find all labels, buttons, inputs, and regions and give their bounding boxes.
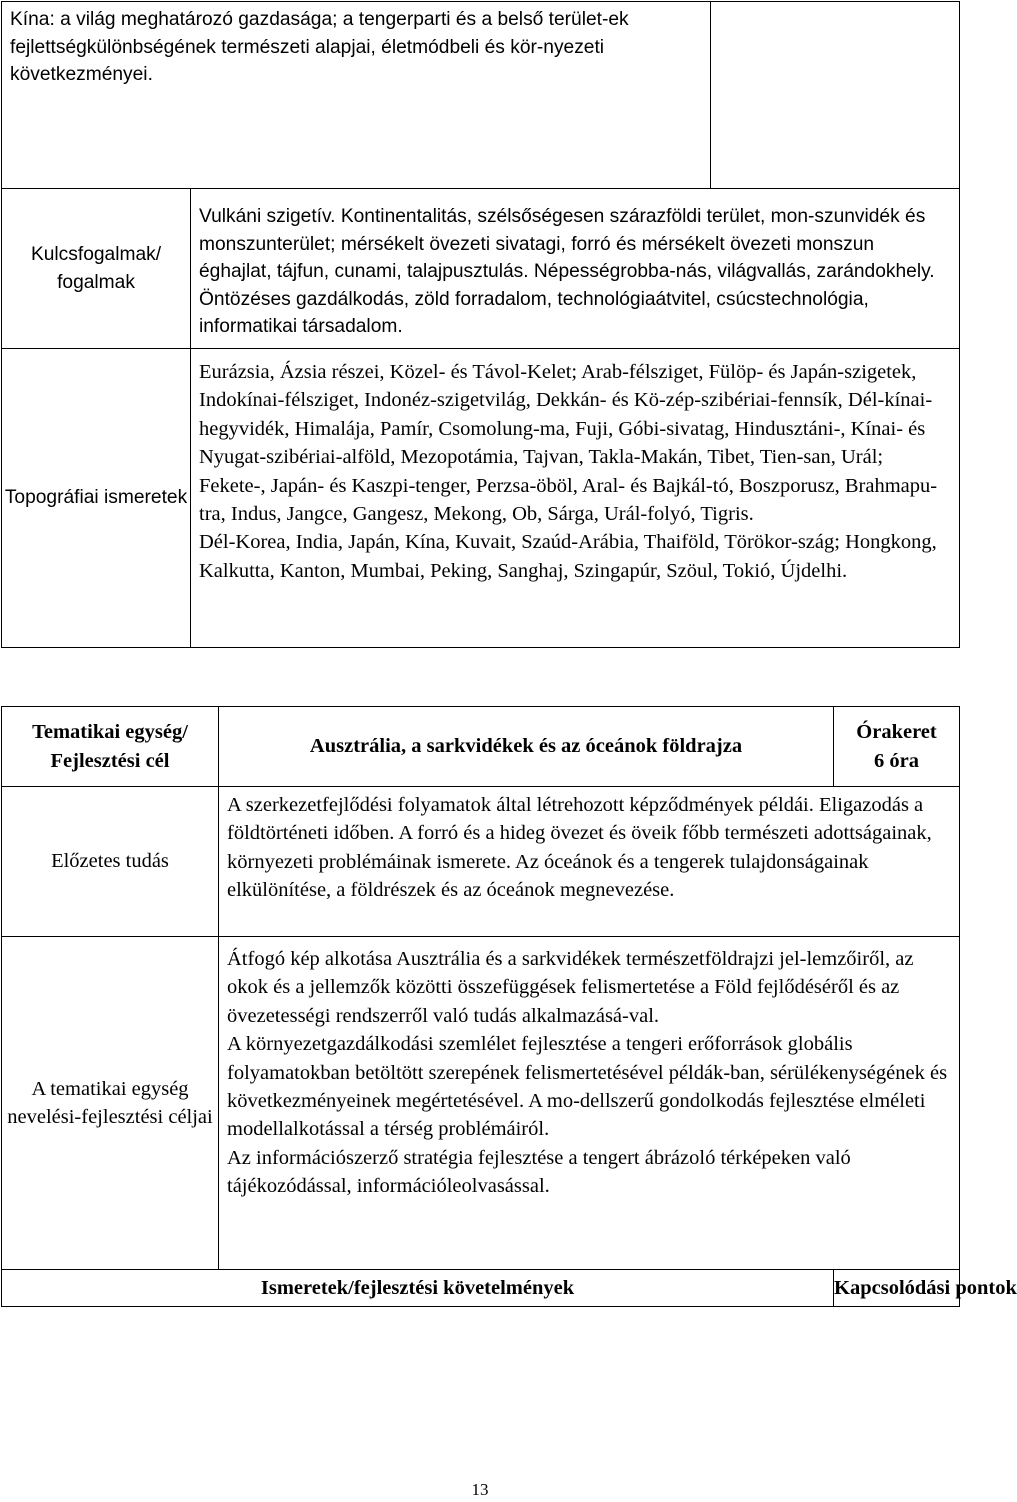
topografiai-text-cell bbox=[191, 349, 960, 648]
tematikai-label: Tematikai egység/ Fejlesztési cél bbox=[32, 721, 188, 772]
topografiai-text-countries: Dél-Korea, India, Japán, Kína, Kuvait, Szaúd-Arábia, Thaiföld, Törökor-szág; Hongkong, Kalkutta, Kanton, Mumbai, Peking, Sanghaj, Szingapúr, Szöul, Tokió, Újdelhi. bbox=[199, 531, 937, 582]
empty-cell bbox=[711, 2, 960, 189]
orakeret-value: 6 óra bbox=[874, 749, 919, 772]
topografiai-text-regions: Eurázsia, Ázsia részei, Közel- és Távol-Kelet; Arab-félsziget, Fülöp- és Japán-szigetek, Indokínai-félsziget, Indonéz-szigetvilág, Dekkán- és Kö-zép-szibériai-fennsík, Dél-kínai-hegyvidék, Himalája, Pamír, Csomolung-ma, Fuji, Góbi-sivatag, Hindusztáni-, Kínai- és Nyugat-szibériai-alföld, Mezopotámia, Tajvan, Takla-Makán, Tibet, Tien-san, Urál; Fekete-, Japán- és Kaszpi-tenger, Perzsa-öböl, Aral- és Bajkál-tó, Boszporusz, Brahmapu-tra, Indus, Jangce, Gangesz, Mekong, Ob, Sárga, Urál-folyó, Tigris. bbox=[199, 361, 938, 526]
kina-topic-cell bbox=[2, 2, 711, 189]
celjai-paragraph-1: Átfogó kép alkotása Ausztrália és a sarkvidékek természetföldrajzi jel-lemzőiről, az okok és a jellemzők közötti összefüggések felismertetése a Föld fejlődéséről és az övezetességi rendszerről való tudás alkalmazásá-val. bbox=[227, 948, 914, 1027]
table-kina bbox=[1, 1, 960, 648]
connections-header-cell bbox=[834, 1270, 1017, 1307]
table-ausztralia bbox=[1, 706, 1017, 1307]
kulcsfogalmak-label: Kulcsfogalmak/ fogalmak bbox=[30, 244, 162, 293]
orakeret-label: Órakeret bbox=[856, 721, 937, 744]
connections-header: Kapcsolódási pontok bbox=[834, 1276, 1017, 1299]
celjai-text-cell bbox=[219, 937, 960, 1270]
celjai-label-cell bbox=[2, 937, 219, 1270]
celjai-paragraph-3: Az információszerző stratégia fejlesztése a tengert ábrázoló térképeken való tájékozódással, információleolvasással. bbox=[227, 1146, 851, 1198]
elozetes-label-cell bbox=[2, 787, 219, 937]
topografiai-label: Topográfiai ismeretek bbox=[4, 487, 188, 509]
elozetes-label: Előzetes tudás bbox=[51, 850, 169, 873]
elozetes-text: A szerkezetfejlődési folyamatok által létrehozott képződmények példái. Eligazodás a földtörténeti időben. A forró és a hideg övezet és öveik főbb természeti adottságainak, környezeti problémáinak ismerete. Az óceánok és a tengerek tulajdonságainak elkülönítése, a földrészek és az óceánok megnevezése. bbox=[227, 794, 932, 902]
kina-topic-text: Kína: a világ meghatározó gazdasága; a tengerparti és a belső terület-ek fejlettségkülönbségének természeti alapjai, életmódbeli és kör-nyezeti következményei. bbox=[10, 9, 629, 85]
requirements-header: Ismeretek/fejlesztési követelmények bbox=[260, 1276, 575, 1299]
page-number: 13 bbox=[471, 1480, 489, 1499]
orakeret-cell bbox=[834, 707, 960, 787]
kulcsfogalmak-text-cell bbox=[191, 189, 960, 349]
elozetes-text-cell bbox=[219, 787, 960, 937]
unit-title: Ausztrália, a sarkvidékek és az óceánok földrajza bbox=[309, 735, 743, 758]
topografiai-label-cell bbox=[2, 349, 191, 648]
kulcsfogalmak-text: Vulkáni szigetív. Kontinentalitás, szélsőségesen szárazföldi terület, mon-szunvidék és monszunterület; mérsékelt övezeti sivatagi, forró és mérsékelt övezeti monszun éghajlat, tájfun, cunami, talajpusztulás. Népességrobba-nás, világvallás, zarándokhely. Öntözéses gazdálkodás, zöld forradalom, technológiaátvitel, csúcstechnológia, informatikai társadalom. bbox=[199, 206, 935, 337]
celjai-paragraph-2: A környezetgazdálkodási szemlélet fejlesztése a tengeri erőforrások globális folyamatokban betöltött szerepének felismertetésével példák-ban, sérülékenységének és következményeinek megértetésével. A mo-dellszerű gondolkodás fejlesztése elméleti modellalkotással a térség problémáiról. bbox=[227, 1033, 948, 1141]
unit-title-cell bbox=[219, 707, 834, 787]
requirements-header-cell bbox=[2, 1270, 834, 1307]
tematikai-label-cell bbox=[2, 707, 219, 787]
celjai-label: A tematikai egység nevelési-fejlesztési céljai bbox=[7, 1077, 213, 1128]
kulcsfogalmak-label-cell bbox=[2, 189, 191, 349]
